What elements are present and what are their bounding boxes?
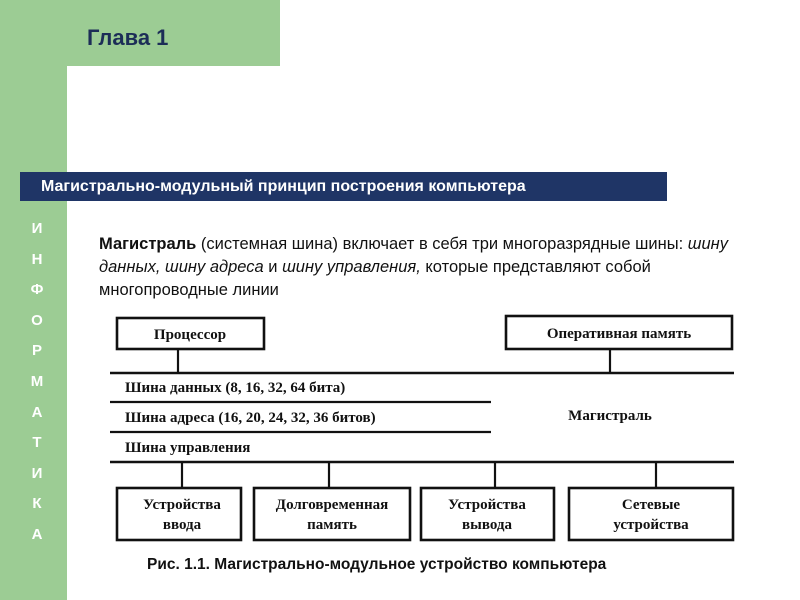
- bus-data-term: шину данных,: [99, 235, 728, 276]
- side-letter: К: [32, 495, 42, 513]
- data-bus-label: Шина данных (8, 16, 32, 64 бита): [125, 380, 346, 396]
- side-letter: И: [31, 464, 43, 482]
- backbone-label: Магистраль: [568, 408, 652, 424]
- control-bus-label: Шина управления: [125, 440, 251, 456]
- device-label-line1: Устройства: [448, 497, 526, 513]
- device-label-line2: вывода: [462, 517, 512, 533]
- figure-caption: Рис. 1.1. Магистрально-модульное устройство компьютера: [147, 556, 607, 573]
- side-letter: И: [31, 220, 43, 237]
- paragraph-sep: и: [263, 258, 283, 276]
- definition-paragraph: [99, 233, 759, 302]
- paragraph-text: (системная шина) включает в себя три многоразрядные шины:: [196, 235, 688, 253]
- memory-label: Оперативная память: [546, 326, 692, 342]
- device-label-line1: Устройства: [143, 497, 221, 513]
- diagram-svg: [96, 305, 756, 580]
- vertical-subject-word: [24, 214, 50, 551]
- address-bus-label: Шина адреса (16, 20, 24, 32, 36 битов): [125, 410, 376, 426]
- side-letter: Т: [32, 434, 42, 452]
- device-label-line2: ввода: [162, 517, 202, 533]
- side-letter: Р: [31, 342, 42, 360]
- architecture-diagram: [96, 305, 756, 580]
- slide-title-banner: Магистрально-модульный принцип построения компьютера: [20, 172, 667, 201]
- bus-address-term: шину адреса: [165, 258, 264, 276]
- side-letter: А: [31, 403, 43, 421]
- side-letter: Н: [31, 250, 43, 268]
- chapter-title: Глава 1: [87, 25, 169, 50]
- paragraph-text: которые представляют собой многопроводные линии: [99, 258, 651, 299]
- side-letter: М: [30, 372, 44, 390]
- device-label-line1: Сетевые: [621, 497, 681, 513]
- content-area-corner: [67, 66, 127, 126]
- term-magistral: Магистраль: [99, 235, 197, 253]
- side-letter: О: [31, 311, 43, 329]
- side-letter: Ф: [30, 281, 44, 299]
- device-label-line1: Долговременная: [275, 497, 389, 513]
- side-letter: А: [31, 525, 43, 543]
- device-label-line2: память: [307, 517, 357, 533]
- device-label-line2: устройства: [613, 517, 689, 533]
- bus-control-term: шину управления,: [282, 258, 421, 276]
- processor-label: Процессор: [153, 327, 227, 343]
